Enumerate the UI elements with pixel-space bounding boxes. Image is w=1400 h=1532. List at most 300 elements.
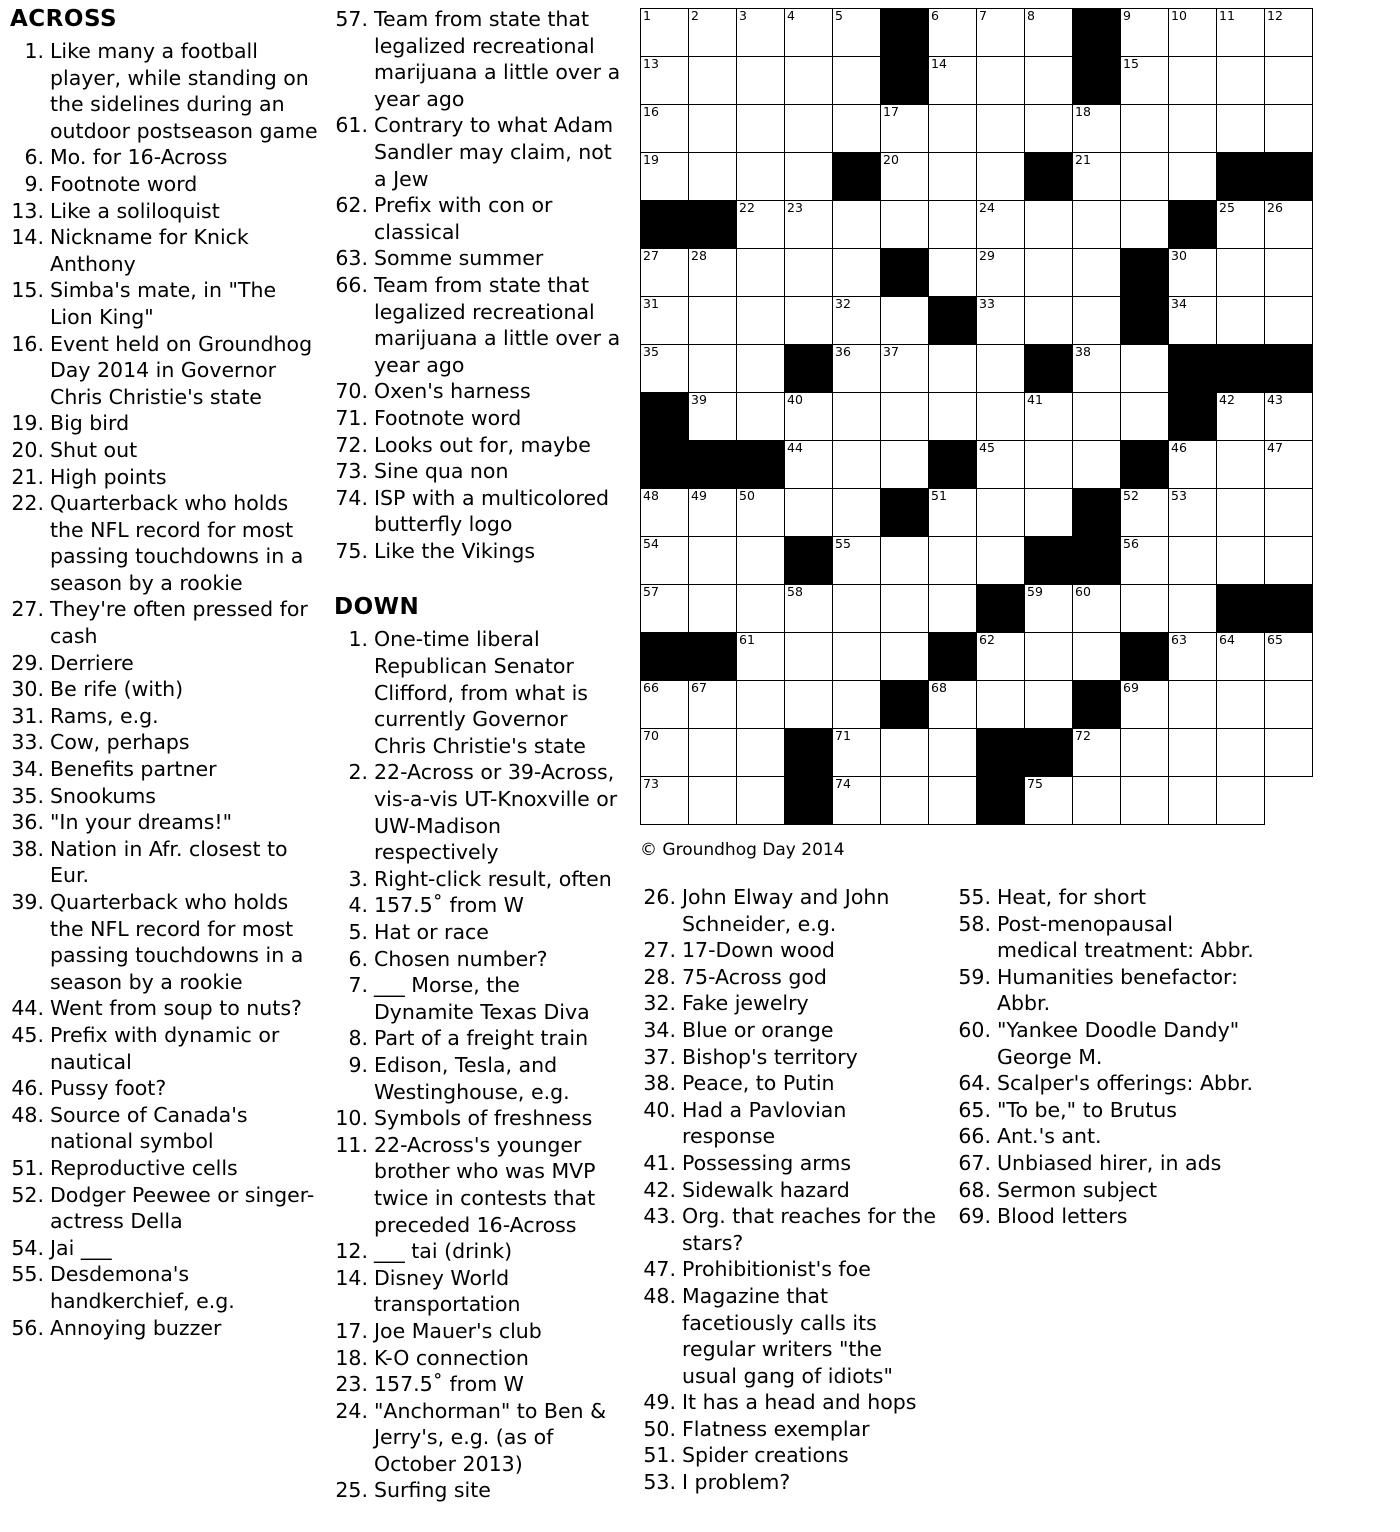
grid-cell[interactable]: [1169, 633, 1217, 681]
grid-cell[interactable]: [1121, 585, 1169, 633]
grid-cell[interactable]: [833, 57, 881, 105]
grid-cell-number: 51: [931, 488, 947, 503]
grid-cell[interactable]: [785, 681, 833, 729]
grid-cell[interactable]: [785, 57, 833, 105]
grid-cell[interactable]: [1073, 201, 1121, 249]
clue-item: [6, 995, 324, 1022]
grid-cell[interactable]: [1265, 105, 1313, 153]
grid-cell[interactable]: [641, 489, 689, 537]
clue-number: 14.: [335, 1265, 368, 1290]
grid-cell[interactable]: [689, 249, 737, 297]
grid-cell[interactable]: [833, 9, 881, 57]
grid-cell[interactable]: [1025, 57, 1073, 105]
grid-cell-block: [1121, 441, 1169, 489]
grid-cell[interactable]: [689, 777, 737, 825]
clue-item: [955, 1177, 1255, 1204]
grid-cell[interactable]: [1073, 105, 1121, 153]
grid-cell[interactable]: [977, 345, 1025, 393]
grid-cell[interactable]: [1025, 633, 1073, 681]
grid-cell[interactable]: [1265, 489, 1313, 537]
grid-cell[interactable]: [1025, 681, 1073, 729]
grid-cell[interactable]: [689, 489, 737, 537]
grid-cell[interactable]: [1169, 297, 1217, 345]
grid-cell-block: [737, 441, 785, 489]
grid-cell[interactable]: [1217, 9, 1265, 57]
grid-cell[interactable]: [881, 777, 929, 825]
clue-number: 57.: [335, 7, 368, 31]
grid-cell[interactable]: [833, 585, 881, 633]
grid-cell[interactable]: [1265, 201, 1313, 249]
grid-cell[interactable]: [1073, 297, 1121, 345]
grid-cell[interactable]: [833, 681, 881, 729]
grid-cell-block: [1073, 681, 1121, 729]
grid-cell[interactable]: [1265, 729, 1313, 777]
grid-cell-number: 7: [979, 8, 987, 23]
grid-cell[interactable]: [881, 537, 929, 585]
grid-cell[interactable]: [785, 249, 833, 297]
grid-cell[interactable]: [689, 105, 737, 153]
grid-cell[interactable]: [689, 537, 737, 585]
grid-cell[interactable]: [785, 201, 833, 249]
grid-cell[interactable]: [929, 777, 977, 825]
clue-number: 9.: [24, 171, 44, 196]
clue-number: 75.: [335, 538, 368, 563]
clue-text: 157.5˚ from W: [374, 893, 524, 918]
grid-cell[interactable]: [1025, 9, 1073, 57]
grid-cell[interactable]: [977, 633, 1025, 681]
grid-cell[interactable]: [833, 105, 881, 153]
clue-item: [955, 1150, 1255, 1177]
grid-cell[interactable]: [977, 681, 1025, 729]
grid-cell-number: 16: [643, 104, 659, 119]
clue-item: [330, 538, 626, 565]
grid-cell-block: [881, 9, 929, 57]
clue-text: K-O connection: [374, 1345, 529, 1370]
grid-cell-block: [1073, 537, 1121, 585]
grid-cell[interactable]: [785, 153, 833, 201]
grid-cell[interactable]: [1265, 297, 1313, 345]
grid-cell[interactable]: [833, 249, 881, 297]
grid-cell[interactable]: [1073, 633, 1121, 681]
grid-cell[interactable]: [1265, 681, 1313, 729]
grid-cell[interactable]: [1265, 249, 1313, 297]
clue-number: 13.: [11, 198, 44, 223]
grid-cell[interactable]: [1265, 537, 1313, 585]
grid-cell[interactable]: [1121, 729, 1169, 777]
clue-number: 21.: [11, 464, 44, 489]
grid-cell[interactable]: [833, 201, 881, 249]
grid-cell[interactable]: [737, 393, 785, 441]
clue-number: 42.: [643, 1177, 676, 1202]
grid-cell[interactable]: [929, 585, 977, 633]
grid-cell[interactable]: [737, 729, 785, 777]
grid-cell[interactable]: [641, 9, 689, 57]
grid-cell[interactable]: [833, 345, 881, 393]
clue-item: [330, 866, 626, 893]
clue-item: [6, 729, 324, 756]
clue-text: 75-Across god: [682, 964, 827, 989]
grid-cell[interactable]: [881, 153, 929, 201]
clue-item: [6, 756, 324, 783]
grid-cell[interactable]: [1265, 441, 1313, 489]
grid-cell[interactable]: [833, 633, 881, 681]
grid-cell[interactable]: [1025, 105, 1073, 153]
grid-cell[interactable]: [929, 105, 977, 153]
grid-cell-block: [1073, 57, 1121, 105]
clue-text: Prohibitionist's foe: [682, 1257, 871, 1282]
grid-cell[interactable]: [881, 729, 929, 777]
grid-cell[interactable]: [1121, 57, 1169, 105]
grid-cell[interactable]: [737, 297, 785, 345]
grid-cell[interactable]: [1121, 681, 1169, 729]
crossword-grid[interactable]: [640, 8, 1313, 825]
grid-cell[interactable]: [1169, 681, 1217, 729]
grid-row: [641, 585, 1313, 633]
clue-text: They're often pressed for cash: [50, 597, 308, 649]
clue-number: 63.: [335, 246, 368, 271]
grid-cell-number: 24: [979, 200, 995, 215]
grid-cell[interactable]: [1217, 297, 1265, 345]
grid-cell[interactable]: [1025, 393, 1073, 441]
grid-cell[interactable]: [641, 681, 689, 729]
grid-cell[interactable]: [1121, 153, 1169, 201]
grid-cell[interactable]: [689, 57, 737, 105]
grid-cell[interactable]: [641, 249, 689, 297]
clue-number: 45.: [11, 1022, 44, 1047]
grid-cell[interactable]: [881, 585, 929, 633]
clue-number: 27.: [643, 938, 676, 963]
clue-item: [330, 432, 626, 459]
grid-cell[interactable]: [1265, 393, 1313, 441]
grid-cell[interactable]: [689, 729, 737, 777]
clue-number: 61.: [335, 113, 368, 138]
clue-number: 68.: [958, 1177, 991, 1202]
grid-cell[interactable]: [785, 441, 833, 489]
grid-cell[interactable]: [1169, 537, 1217, 585]
grid-cell[interactable]: [881, 201, 929, 249]
grid-cell[interactable]: [833, 297, 881, 345]
clue-text: Had a Pavlovian response: [682, 1097, 847, 1149]
clue-item: [640, 1389, 940, 1416]
grid-cell[interactable]: [881, 633, 929, 681]
grid-cell[interactable]: [1217, 393, 1265, 441]
clue-text: "To be," to Brutus: [997, 1097, 1177, 1122]
clue-item: [330, 458, 626, 485]
grid-cell[interactable]: [689, 297, 737, 345]
across-clues-column-1: [6, 6, 324, 1341]
clue-item: [640, 1203, 940, 1256]
grid-cell-block: [689, 441, 737, 489]
clue-number: 53.: [643, 1470, 676, 1495]
grid-cell-block: [1217, 345, 1265, 393]
grid-cell[interactable]: [977, 393, 1025, 441]
grid-cell[interactable]: [1217, 681, 1265, 729]
grid-cell[interactable]: [1217, 105, 1265, 153]
grid-cell-number: 17: [883, 104, 899, 119]
grid-cell[interactable]: [641, 153, 689, 201]
grid-cell-number: 11: [1219, 8, 1235, 23]
grid-cell[interactable]: [641, 345, 689, 393]
grid-cell[interactable]: [1169, 105, 1217, 153]
grid-cell[interactable]: [1169, 249, 1217, 297]
grid-cell[interactable]: [881, 297, 929, 345]
grid-cell-number: 5: [835, 8, 843, 23]
grid-cell[interactable]: [1169, 153, 1217, 201]
grid-cell[interactable]: [1217, 441, 1265, 489]
grid-cell[interactable]: [977, 249, 1025, 297]
clue-number: 38.: [11, 836, 44, 861]
grid-cell-number: 56: [1123, 536, 1139, 551]
grid-cell[interactable]: [1169, 9, 1217, 57]
grid-cell[interactable]: [929, 537, 977, 585]
grid-cell[interactable]: [689, 681, 737, 729]
down-clue-list-2: [640, 884, 940, 1496]
clue-item: [6, 783, 324, 810]
grid-cell-block: [929, 297, 977, 345]
grid-cell[interactable]: [929, 729, 977, 777]
clue-text: Ant.'s ant.: [997, 1124, 1102, 1149]
grid-cell[interactable]: [1265, 57, 1313, 105]
grid-cell[interactable]: [1217, 537, 1265, 585]
grid-cell[interactable]: [641, 585, 689, 633]
clue-text: Humanities benefactor: Abbr.: [997, 964, 1239, 1016]
grid-cell[interactable]: [929, 681, 977, 729]
grid-cell[interactable]: [1073, 729, 1121, 777]
grid-cell[interactable]: [1265, 633, 1313, 681]
grid-cell[interactable]: [785, 489, 833, 537]
grid-cell[interactable]: [641, 729, 689, 777]
grid-cell[interactable]: [881, 345, 929, 393]
grid-cell[interactable]: [1217, 57, 1265, 105]
grid-cell-number: 62: [979, 632, 995, 647]
grid-cell[interactable]: [977, 57, 1025, 105]
grid-row: [641, 729, 1313, 777]
grid-cell[interactable]: [929, 489, 977, 537]
grid-cell[interactable]: [737, 9, 785, 57]
clue-text: Sermon subject: [997, 1177, 1158, 1202]
grid-cell[interactable]: [929, 393, 977, 441]
grid-cell[interactable]: [689, 345, 737, 393]
grid-cell[interactable]: [1217, 729, 1265, 777]
grid-cell[interactable]: [977, 105, 1025, 153]
grid-cell[interactable]: [833, 729, 881, 777]
clue-text: Peace, to Putin: [682, 1071, 835, 1096]
grid-cell[interactable]: [929, 153, 977, 201]
clue-text: It has a head and hops: [682, 1390, 917, 1415]
grid-cell[interactable]: [929, 57, 977, 105]
grid-cell[interactable]: [785, 9, 833, 57]
grid-cell[interactable]: [1217, 777, 1265, 825]
grid-cell[interactable]: [737, 57, 785, 105]
clue-number: 39.: [11, 890, 44, 914]
grid-cell[interactable]: [977, 489, 1025, 537]
across-down-clues-column-2: [330, 6, 626, 1504]
grid-cell[interactable]: [737, 681, 785, 729]
clue-number: 38.: [643, 1071, 676, 1096]
grid-cell[interactable]: [1025, 777, 1073, 825]
grid-cell[interactable]: [1121, 201, 1169, 249]
grid-cell[interactable]: [1025, 585, 1073, 633]
grid-cell[interactable]: [641, 777, 689, 825]
clue-item: [640, 1256, 940, 1283]
grid-cell[interactable]: [977, 537, 1025, 585]
clue-item: [6, 1315, 324, 1342]
clue-number: 7.: [348, 973, 368, 998]
grid-cell-block: [1073, 489, 1121, 537]
grid-cell-block: [1217, 153, 1265, 201]
grid-cell-number: 69: [1123, 680, 1139, 695]
grid-cell-block: [641, 633, 689, 681]
grid-cell[interactable]: [977, 297, 1025, 345]
grid-cell[interactable]: [1025, 489, 1073, 537]
grid-cell[interactable]: [785, 297, 833, 345]
grid-row: [641, 345, 1313, 393]
clue-item: [330, 946, 626, 973]
grid-cell[interactable]: [1217, 489, 1265, 537]
grid-cell[interactable]: [929, 9, 977, 57]
grid-row: [641, 681, 1313, 729]
grid-cell[interactable]: [737, 777, 785, 825]
grid-cell[interactable]: [1217, 201, 1265, 249]
grid-cell[interactable]: [689, 153, 737, 201]
grid-cell[interactable]: [737, 585, 785, 633]
grid-cell[interactable]: [977, 9, 1025, 57]
grid-cell[interactable]: [1169, 585, 1217, 633]
grid-cell[interactable]: [689, 585, 737, 633]
grid-cell[interactable]: [689, 9, 737, 57]
grid-cell[interactable]: [833, 393, 881, 441]
grid-cell-number: 48: [643, 488, 659, 503]
grid-cell[interactable]: [1169, 777, 1217, 825]
clue-text: Nation in Afr. closest to Eur.: [50, 836, 288, 888]
clue-number: 15.: [11, 278, 44, 303]
grid-cell[interactable]: [641, 57, 689, 105]
grid-cell-number: 18: [1075, 104, 1091, 119]
grid-cell[interactable]: [929, 201, 977, 249]
clue-text: High points: [50, 464, 167, 489]
grid-cell[interactable]: [929, 249, 977, 297]
grid-cell[interactable]: [641, 297, 689, 345]
grid-cell[interactable]: [1025, 201, 1073, 249]
grid-cell[interactable]: [737, 537, 785, 585]
grid-cell[interactable]: [833, 537, 881, 585]
clue-item: [330, 272, 626, 378]
grid-cell[interactable]: [785, 585, 833, 633]
clue-text: Chosen number?: [374, 946, 548, 971]
clue-item: [6, 38, 324, 144]
clue-text: Prefix with con or classical: [374, 193, 553, 244]
grid-cell[interactable]: [1121, 105, 1169, 153]
grid-cell[interactable]: [737, 105, 785, 153]
clue-number: 55.: [958, 885, 991, 909]
clue-number: 28.: [643, 964, 676, 989]
grid-cell[interactable]: [785, 393, 833, 441]
clue-number: 40.: [643, 1097, 676, 1122]
clue-item: [6, 676, 324, 703]
clue-text: Shut out: [50, 437, 138, 462]
clue-number: 1.: [348, 627, 368, 652]
grid-cell[interactable]: [1121, 489, 1169, 537]
clue-number: 19.: [11, 411, 44, 436]
grid-cell[interactable]: [737, 249, 785, 297]
copyright-notice: © Groundhog Day 2014: [640, 840, 845, 860]
grid-cell[interactable]: [833, 777, 881, 825]
grid-cell[interactable]: [1169, 489, 1217, 537]
clue-text: "Anchorman" to Ben & Jerry's, e.g. (as of October 2013): [374, 1398, 607, 1476]
grid-cell[interactable]: [1025, 297, 1073, 345]
grid-cell[interactable]: [881, 105, 929, 153]
grid-cell[interactable]: [737, 489, 785, 537]
grid-cell[interactable]: [1217, 633, 1265, 681]
grid-cell[interactable]: [689, 393, 737, 441]
clue-text: Sidewalk hazard: [682, 1177, 850, 1202]
grid-cell[interactable]: [1073, 153, 1121, 201]
grid-cell[interactable]: [1073, 441, 1121, 489]
grid-cell[interactable]: [737, 153, 785, 201]
grid-cell[interactable]: [1073, 585, 1121, 633]
grid-cell[interactable]: [737, 345, 785, 393]
grid-cell[interactable]: [1121, 777, 1169, 825]
grid-row: [641, 105, 1313, 153]
clue-item: [330, 1025, 626, 1052]
grid-cell[interactable]: [641, 105, 689, 153]
grid-cell[interactable]: [737, 201, 785, 249]
grid-cell[interactable]: [881, 441, 929, 489]
grid-cell[interactable]: [1169, 441, 1217, 489]
grid-cell[interactable]: [977, 201, 1025, 249]
grid-cell-number: 10: [1171, 8, 1187, 23]
grid-cell[interactable]: [1217, 249, 1265, 297]
grid-cell[interactable]: [977, 441, 1025, 489]
grid-cell[interactable]: [1121, 345, 1169, 393]
grid-cell[interactable]: [641, 537, 689, 585]
clue-text: Blood letters: [997, 1204, 1128, 1229]
grid-cell[interactable]: [1121, 9, 1169, 57]
grid-cell[interactable]: [1073, 393, 1121, 441]
grid-cell[interactable]: [1073, 249, 1121, 297]
grid-cell[interactable]: [977, 153, 1025, 201]
clue-item: [330, 759, 626, 865]
clue-number: 16.: [11, 331, 44, 356]
clue-number: 62.: [335, 193, 368, 218]
grid-cell[interactable]: [1169, 57, 1217, 105]
grid-cell-number: 50: [739, 488, 755, 503]
grid-cell[interactable]: [929, 345, 977, 393]
grid-cell[interactable]: [1025, 441, 1073, 489]
clue-text: Team from state that legalized recreational marijuana a little over a year ago: [374, 7, 621, 111]
grid-cell-block: [881, 57, 929, 105]
clue-number: 31.: [11, 703, 44, 728]
grid-cell[interactable]: [1121, 537, 1169, 585]
grid-cell-number: 35: [643, 344, 659, 359]
grid-cell[interactable]: [1025, 249, 1073, 297]
grid-cell-number: 68: [931, 680, 947, 695]
grid-cell[interactable]: [1169, 729, 1217, 777]
grid-cell-number: 63: [1171, 632, 1187, 647]
grid-cell[interactable]: [1265, 9, 1313, 57]
grid-cell[interactable]: [1073, 345, 1121, 393]
grid-cell-block: [641, 201, 689, 249]
grid-cell[interactable]: [833, 489, 881, 537]
grid-cell[interactable]: [785, 633, 833, 681]
grid-cell[interactable]: [737, 633, 785, 681]
grid-cell[interactable]: [1073, 777, 1121, 825]
grid-cell-block: [1265, 153, 1313, 201]
grid-cell[interactable]: [833, 441, 881, 489]
grid-cell[interactable]: [881, 393, 929, 441]
grid-cell[interactable]: [1121, 393, 1169, 441]
grid-cell[interactable]: [785, 105, 833, 153]
